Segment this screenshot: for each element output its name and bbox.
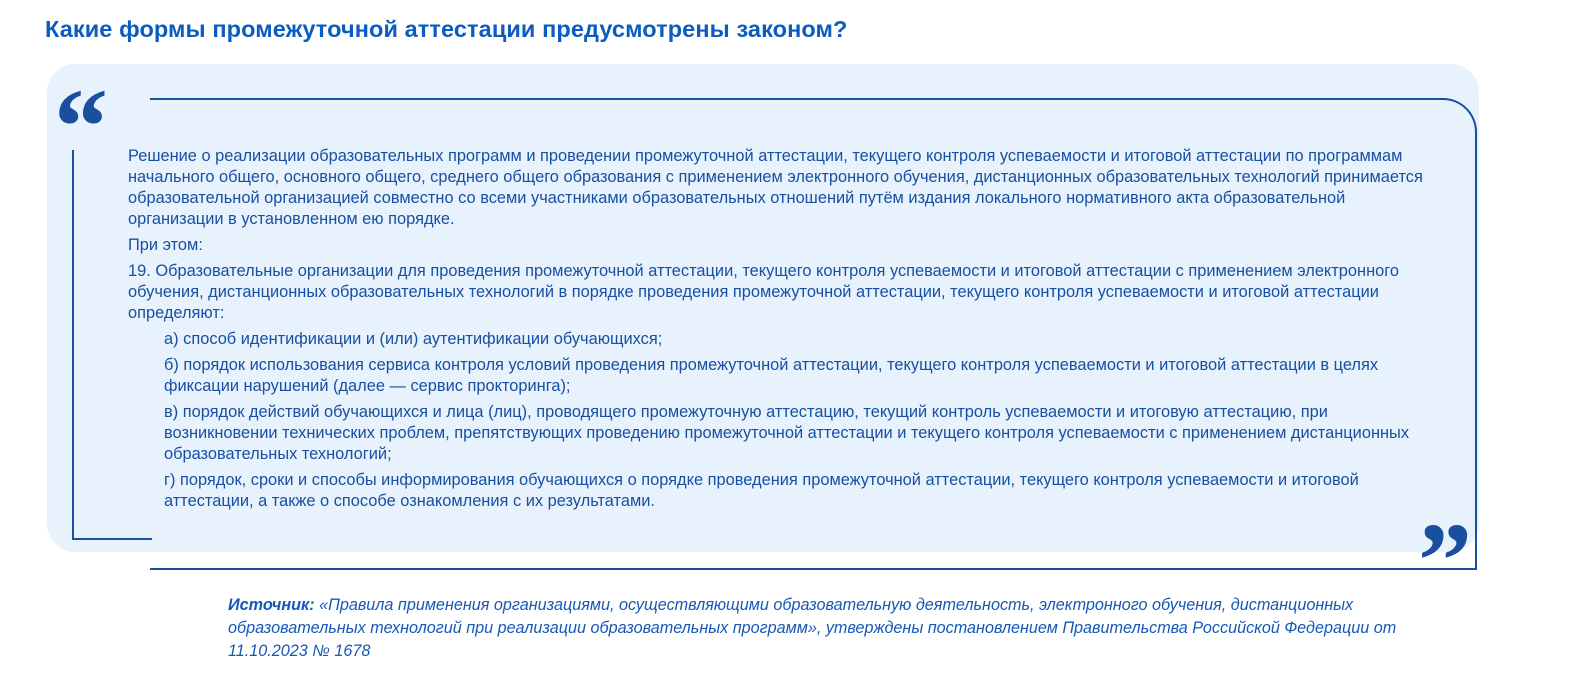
- quote-list-item-a: а) способ идентификации и (или) аутентификации обучающихся;: [164, 330, 663, 348]
- source-text: «Правила применения организациями, осуществляющими образовательную деятельность, электронного обучения, дистанционных образовательных технологий при реализации образовательных программ», утверждены постановлением Правительства Российской Федерации от 11.10.2023 № 1678: [228, 596, 1397, 660]
- page-title: Какие формы промежуточной аттестации предусмотрены законом?: [45, 16, 848, 42]
- source-note: [228, 594, 1438, 663]
- quote-paragraph: При этом:: [128, 236, 203, 254]
- quote-close-icon: ”: [1418, 502, 1472, 621]
- quote-text-block: [128, 146, 1438, 517]
- quote-list-item-v: в) порядок действий обучающихся и лица (лиц), проводящего промежуточную аттестацию, текущий контроль успеваемости и итоговую аттестацию, при возникновении технических проблем, препятствующих проведению промежуточной аттестации и текущего контроля успеваемости с применением дистанционных образовательных технологий;: [164, 403, 1410, 463]
- quote-paragraph: 19. Образовательные организации для проведения промежуточной аттестации, текущего контроля успеваемости и итоговой аттестации с применением электронного обучения, дистанционных образовательных технологий в порядке проведения промежуточной аттестации, текущего контроля успеваемости и итоговой аттестации определяют:: [128, 262, 1399, 322]
- quote-paragraph: Решение о реализации образовательных программ и проведении промежуточной аттестации, текущего контроля успеваемости и итоговой аттестации по программам начального общего, основного общего, среднего общего образования с применением электронного обучения, дистанционных образовательных технологий принимается образовательной организацией совместно со всеми участниками образовательных отношений путём издания локального нормативного акта образовательной организации в установленном ею порядке.: [128, 147, 1423, 228]
- quote-list-item-b: б) порядок использования сервиса контроля условий проведения промежуточной аттестации, текущего контроля успеваемости и итоговой аттестации в целях фиксации нарушений (далее — сервис прокторинга);: [164, 356, 1379, 395]
- source-label: Источник:: [228, 596, 315, 614]
- quote-frame-bottom-left-rule: [72, 538, 152, 540]
- quote-open-icon: “: [54, 68, 108, 187]
- quote-frame-left-rule: [72, 150, 74, 540]
- quote-list-item-g: г) порядок, сроки и способы информирования обучающихся о порядке проведения промежуточной аттестации, текущего контроля успеваемости и итоговой аттестации, а также о способе ознакомления с их результатами.: [164, 471, 1359, 510]
